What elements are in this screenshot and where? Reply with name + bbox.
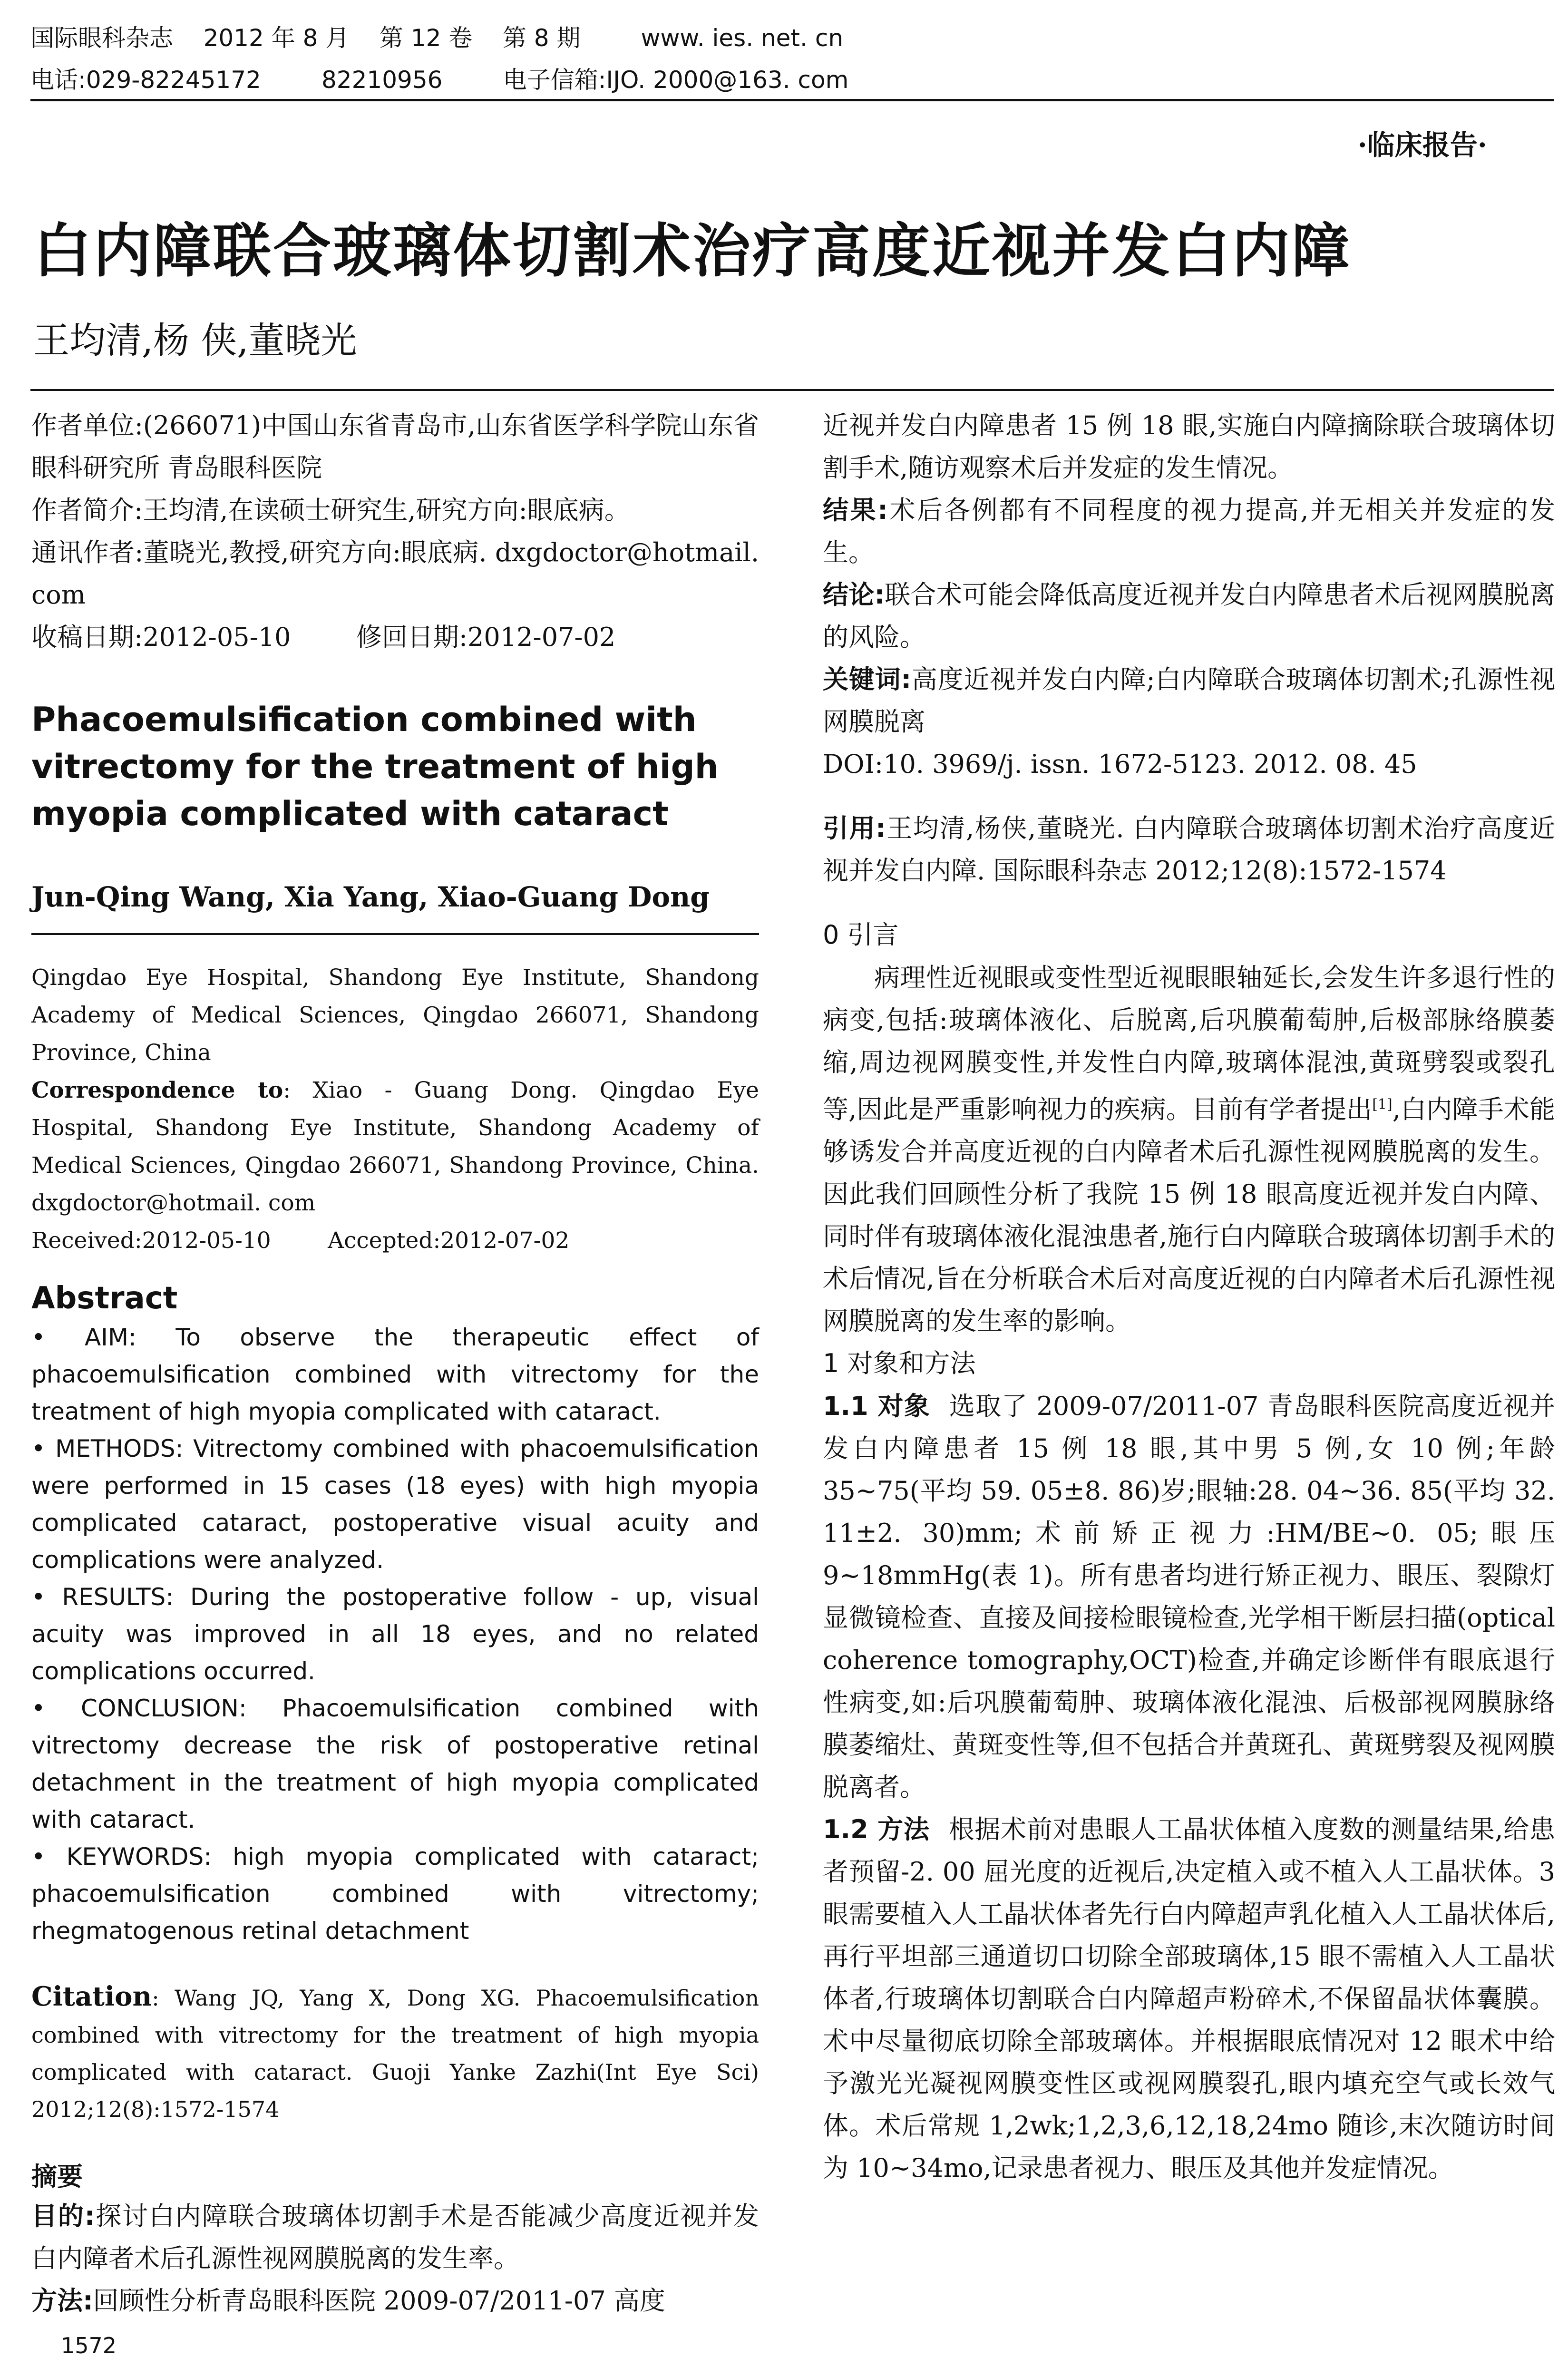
- authors-rule: [31, 933, 759, 935]
- subjects-label: 1.1 对象: [823, 1391, 930, 1421]
- abstract-conclusion: • CONCLUSION: Phacoemulsification combined with vitrectomy decrease the risk of postoperative retinal detachment in the treatment of high myopia complicated with cataract.: [31, 1695, 759, 1833]
- english-title: Phacoemulsification combined with vitrectomy for the treatment of high myopia complicated with cataract: [31, 700, 719, 833]
- affiliation: 作者单位:(266071)中国山东省青岛市,山东省医学科学院山东省眼科研究所 青岛眼科医院: [31, 410, 759, 483]
- cn-result: [823, 489, 1555, 574]
- right-column: [823, 404, 1555, 2189]
- cn-citation-label: 引用:: [823, 813, 886, 843]
- page-number: 1572: [61, 2333, 117, 2358]
- cn-conclusion: [823, 574, 1555, 658]
- doi: DOI:10. 3969/j. issn. 1672-5123. 2012. 08. 45: [823, 749, 1417, 779]
- cn-method: [31, 2280, 759, 2322]
- abstract-methods: • METHODS: Vitrectomy combined with phacoemulsification were performed in 15 cases (18 eyes) with high myopia complicated cataract, postoperative visual acuity and complications were analyzed.: [31, 1435, 759, 1574]
- cn-result-label: 结果:: [823, 495, 888, 525]
- abstract-aim: • AIM: To observe the therapeutic effect of phacoemulsification combined with vitrectomy for the treatment of high myopia complicated with cataract.: [31, 1324, 759, 1425]
- cn-method-label: 方法:: [31, 2286, 93, 2316]
- english-authors: Jun-Qing Wang, Xia Yang, Xiao-Guang Dong: [31, 881, 710, 913]
- cn-aim: [31, 2195, 759, 2280]
- english-affiliation: Qingdao Eye Hospital, Shandong Eye Institute, Shandong Academy of Medical Sciences, Qingdao 266071, Shandong Province, China: [31, 964, 759, 1066]
- citation: [31, 1978, 759, 2128]
- title-rule: [30, 389, 1554, 391]
- abstract-results: • RESULTS: During the postoperative follow - up, visual acuity was improved in all 18 eyes, and no related complications occurred.: [31, 1583, 759, 1685]
- methods-label: 1.2 方法: [823, 1814, 930, 1844]
- cn-method-continued: 近视并发白内障患者 15 例 18 眼,实施白内障摘除联合玻璃体切割手术,随访观察术后并发症的发生情况。: [823, 410, 1555, 483]
- cn-citation: [823, 807, 1555, 892]
- journal-header-line1: 国际眼科杂志 2012 年 8 月 第 12 卷 第 8 期 www. ies. net. cn: [30, 24, 844, 52]
- article-authors: 王均清,杨 侠,董晓光: [33, 319, 357, 361]
- cn-keywords: [823, 658, 1555, 743]
- subjects-paragraph: [823, 1385, 1555, 1808]
- subjects-text: 选取了 2009-07/2011-07 青岛眼科医院高度近视并发白内障患者 15 例 18 眼,其中男 5 例,女 10 例;年龄 35~75(平均 59. 05±8. 86)岁;眼轴:28. 04~36. 85(平均 32. 11±2. 30)mm;术前矫正视力:HM/BE~0. 05;眼压 9~18mmHg(表 1)。所有患者均进行矫正视力、眼压、裂隙灯显微镜检查、直接及间接检眼镜检查,光学相干断层扫描(optical coherence tomography,OCT)检查,并确定诊断伴有眼底退行性病变,如:后巩膜葡萄肿、玻璃体液化混浊、后极部视网膜脉络膜萎缩灶、黄斑变性等,但不包括合并黄斑孔、黄斑劈裂及视网膜脱离者。: [823, 1391, 1555, 1802]
- intro-text-a: 病理性近视眼或变性型近视眼眼轴延长,会发生许多退行性的病变,包括:玻璃体液化、后脱离,后巩膜葡萄肿,后极部脉络膜萎缩,周边视网膜变性,并发性白内障,玻璃体混浊,黄斑劈裂或裂孔等,因此是严重影响视力的疾病。目前有学者提出: [823, 963, 1555, 1124]
- cn-keywords-label: 关键词:: [823, 664, 912, 694]
- intro-reference: [1]: [1372, 1096, 1393, 1113]
- cn-abstract-heading: 摘要: [31, 2162, 83, 2192]
- correspondence-text: : Xiao - Guang Dong. Qingdao Eye Hospital, Shandong Eye Institute, Shandong Academy of Medical Sciences, Qingdao 266071, Shandong Province, China. dxgdoctor@hotmail. com: [31, 1077, 760, 1216]
- correspondence-label: Correspondence to: [31, 1077, 283, 1103]
- header-rule: [30, 99, 1554, 101]
- received-dates: 收稿日期:2012-05-10 修回日期:2012-07-02: [31, 622, 616, 652]
- abstract-keywords: • KEYWORDS: high myopia complicated with cataract; phacoemulsification combined with vitrectomy; rhegmatogenous retinal detachment: [31, 1843, 759, 1945]
- methods-text: 根据术前对患眼人工晶状体植入度数的测量结果,给患者预留-2. 00 屈光度的近视后,决定植入或不植入人工晶状体。3 眼需要植入人工晶状体者先行白内障超声乳化植入人工晶状体后,再行平坦部三通道切口切除全部玻璃体,15 眼不需植入人工晶状体者,行玻璃体切割联合白内障超声粉碎术,不保留晶状体囊膜。术中尽量彻底切除全部玻璃体。并根据眼底情况对 12 眼术中给予激光光凝视网膜变性区或视网膜裂孔,眼内填充空气或长效气体。术后常规 1,2wk;1,2,3,6,12,18,24mo 随诊,末次随访时间为 10~34mo,记录患者视力、眼压及其他并发症情况。: [823, 1814, 1555, 2183]
- methods-heading: 1 对象和方法: [823, 1348, 976, 1378]
- intro-paragraph: [823, 956, 1555, 1342]
- english-dates: Received:2012-05-10 Accepted:2012-07-02: [31, 1227, 570, 1254]
- correspondence: 通讯作者:董晓光,教授,研究方向:眼底病. dxgdoctor@hotmail. com: [31, 537, 759, 610]
- cn-conclusion-text: 联合术可能会降低高度近视并发白内障患者术后视网膜脱离的风险。: [823, 580, 1555, 652]
- cn-aim-text: 探讨白内障联合玻璃体切割手术是否能减少高度近视并发白内障者术后孔源性视网膜脱离的发生率。: [31, 2201, 759, 2273]
- citation-text: : Wang JQ, Yang X, Dong XG. Phacoemulsification combined with vitrectomy for the treatment of high myopia complicated with cataract. Guoji Yanke Zazhi(Int Eye Sci) 2012;12(8):1572-1574: [31, 1985, 759, 2122]
- english-correspondence: [31, 1072, 759, 1222]
- cn-aim-label: 目的:: [31, 2201, 95, 2231]
- cn-conclusion-label: 结论:: [823, 580, 885, 610]
- left-column: [31, 404, 759, 2322]
- article-title: 白内障联合玻璃体切割术治疗高度近视并发白内障: [33, 217, 1352, 285]
- cn-result-text: 术后各例都有不同程度的视力提高,并无相关并发症的发生。: [823, 495, 1555, 567]
- abstract-heading: Abstract: [31, 1281, 178, 1316]
- author-bio: 作者简介:王均清,在读硕士研究生,研究方向:眼底病。: [31, 495, 630, 525]
- cn-keywords-text: 高度近视并发白内障;白内障联合玻璃体切割术;孔源性视网膜脱离: [823, 664, 1555, 737]
- citation-label: Citation: [31, 1981, 152, 2012]
- journal-header-line2: 电话:029-82245172 82210956 电子信箱:IJO. 2000@163. com: [30, 66, 849, 94]
- intro-text-b: ,白内障手术能够诱发合并高度近视的白内障者术后孔源性视网膜脱离的发生。因此我们回顾性分析了我院 15 例 18 眼高度近视并发白内障、同时伴有玻璃体液化混浊患者,施行白内障联合玻璃体切割手术的术后情况,旨在分析联合术后对高度近视的白内障者术后孔源性视网膜脱离的发生率的影响。: [823, 1094, 1555, 1336]
- section-tag: ·临床报告·: [1357, 129, 1487, 161]
- cn-method-text: 回顾性分析青岛眼科医院 2009-07/2011-07 高度: [93, 2286, 665, 2316]
- intro-heading: 0 引言: [823, 920, 899, 950]
- methods-paragraph: [823, 1808, 1555, 2189]
- cn-citation-text: 王均清,杨侠,董晓光. 白内障联合玻璃体切割术治疗高度近视并发白内障. 国际眼科杂志 2012;12(8):1572-1574: [823, 813, 1555, 886]
